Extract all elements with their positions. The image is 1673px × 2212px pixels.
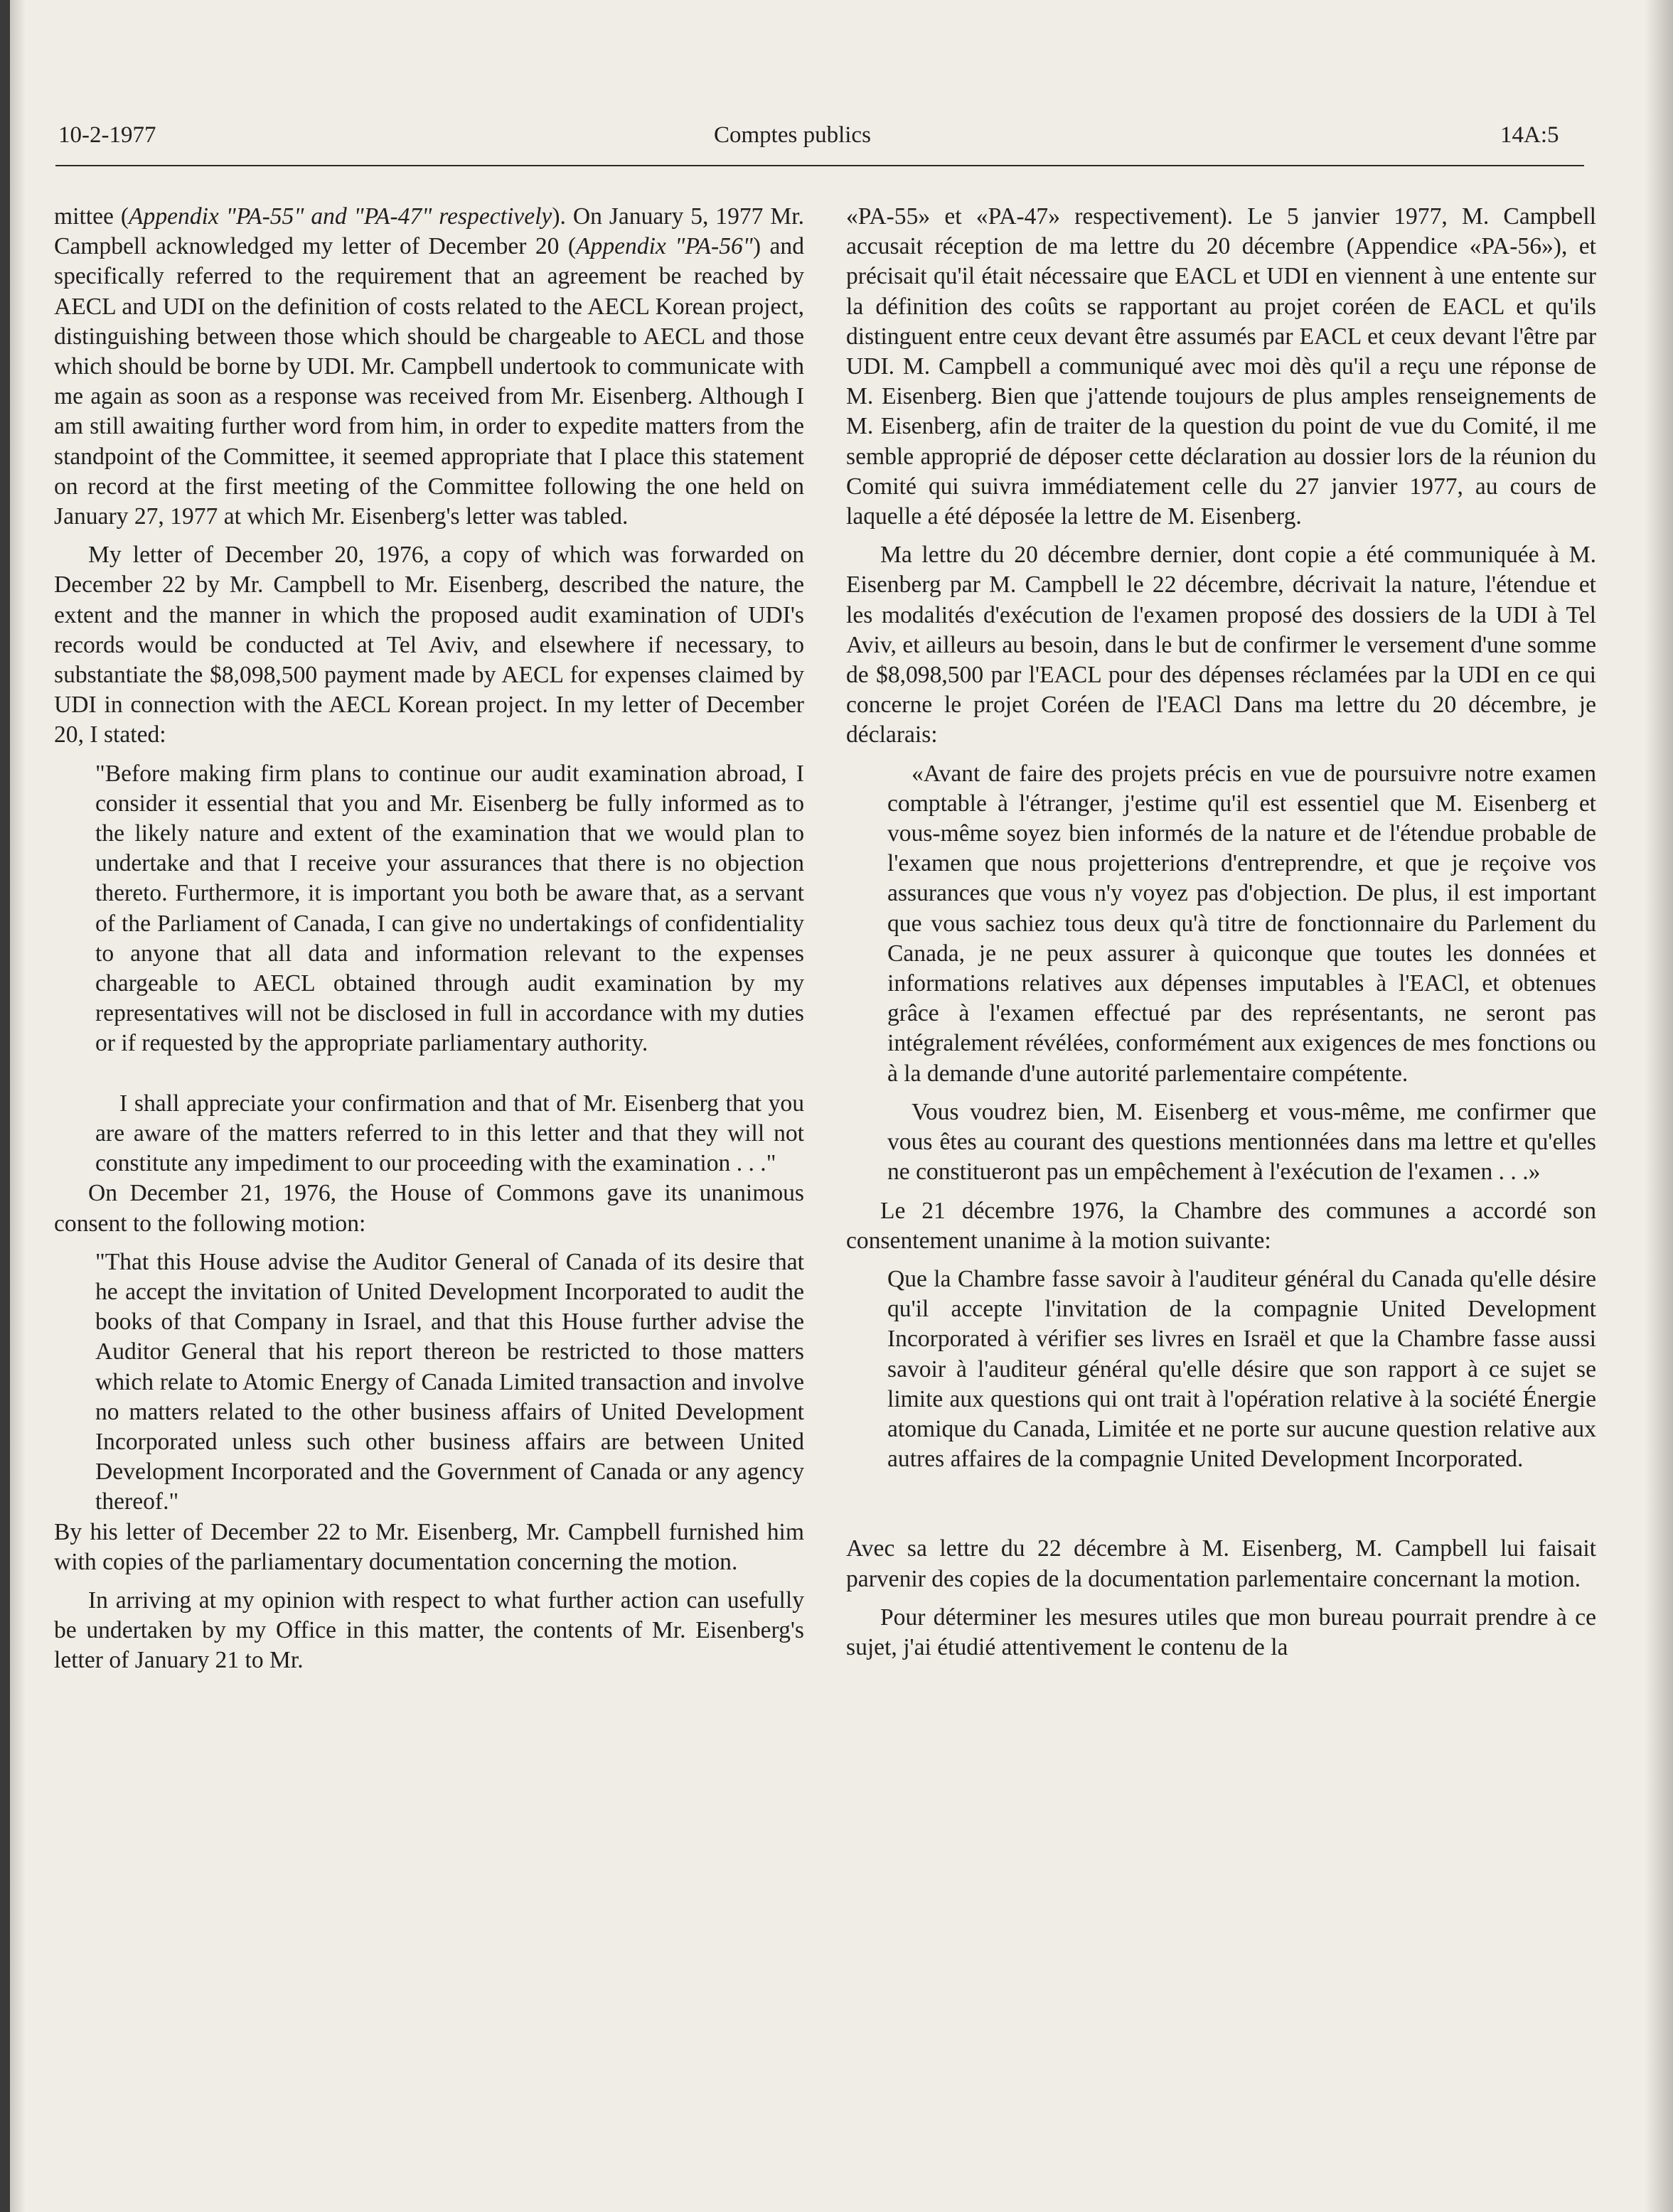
spacer <box>54 751 804 759</box>
appendix-reference: Appendix "PA-56" <box>576 233 753 260</box>
header-rule <box>55 165 1584 166</box>
paragraph-intro-fr: «PA-55» et «PA-47» respectivement). Le 5 janvier 1977, M. Campbell accusait réception de ma lettre du 20 décembre (Appendice «PA-56»), et précisait qu'il était nécessaire que EACL et UDI en viennent à une entente sur la définition des coûts se rapportant au projet coréen de EACL et qu'ils distinguent entre ceux devant être assumés par EACL et ceux devant l'être par UDI. M. Campbell a communiqué avec moi dès qu'il a reçu une réponse de M. Eisenberg. Bien que j'attende toujours de plus amples renseignements de M. Eisenberg, afin de traiter de la question du point de vue du Comité, il me semble approprié de déposer cette déclaration au dossier lors de la réunion du Comité qui suivra immédiatement celle du 27 janvier 1977, au cours de laquelle a été déposée la lettre de M. Eisenberg. <box>846 203 1596 530</box>
french-column <box>846 202 1596 1663</box>
quote-letter-closing: I shall appreciate your confirmation and that of Mr. Eisenberg that you are aware of the matters referred to in this letter and that they will not constitute any impediment to our proceeding with the examination . . ." <box>95 1090 804 1177</box>
paragraph-letter: My letter of December 20, 1976, a copy of which was forwarded on December 22 by Mr. Campbell to Mr. Eisenberg, described the nature, the extent and the manner in which the proposed audit examination of UDI's records would be conducted at Tel Aviv, and elsewhere if necessary, to substantiate the $8,098,500 payment made by AECL for expenses claimed by UDI in connection with the AECL Korean project. In my letter of December 20, I stated: <box>54 542 804 748</box>
page-binding-shadow <box>0 0 10 2212</box>
spacer <box>54 1577 804 1586</box>
paragraph-documentation: By his letter of December 22 to Mr. Eisenberg, Mr. Campbell furnished him with copies of the parliamentary documentation concerning the motion. <box>54 1518 804 1575</box>
header-title: Comptes publics <box>714 122 871 148</box>
spacer <box>846 1474 1596 1534</box>
spacer <box>54 532 804 540</box>
quote-motion: "That this House advise the Auditor General of Canada of its desire that he accept the invitation of United Development Incorporated to audit the books of that Company in Israel, and that this House further advise the Auditor General that his report thereon be restricted to those matters which relate to Atomic Energy of Canada Limited transaction and involve no matters related to the other business affairs of United Development Incorporated unless such other business affairs are between United Development Incorporated and the Government of Canada or any agency thereof." <box>95 1248 804 1515</box>
page-edge-shadow <box>1645 0 1673 2212</box>
paragraph-opinion-fr: Pour déterminer les mesures utiles que mon bureau pourrait prendre à ce sujet, j'ai étudié attentivement le contenu de la <box>846 1604 1596 1660</box>
paragraph-motion-intro: On December 21, 1976, the House of Commons gave its unanimous consent to the following motion: <box>54 1180 804 1237</box>
spacer <box>846 1089 1596 1097</box>
paragraph-intro <box>54 202 804 532</box>
spacer <box>846 751 1596 759</box>
spacer <box>846 1188 1596 1196</box>
quote-letter-fr: «Avant de faire des projets précis en vue de poursuivre notre examen comptable à l'étranger, j'estime qu'il est essentiel que M. Eisenberg et vous-même soyez bien informés de la nature et de l'étendue probable de l'examen que nous projetterions d'entreprendre, et que je reçoive vos assurances que vous n'y voyez pas d'objection. De plus, il est important que vous sachiez tous deux qu'à titre de fonctionnaire du Parlement du Canada, je ne peux assurer à quiconque que toutes les données et informations relatives aux dépenses imputables à l'EACl, et obtenues grâce à l'examen effectué par des représentants, ne seront pas intégralement révélées, conformément aux exigences de mes fonctions ou à la demande d'une autorité parlementaire compétente. <box>887 760 1596 1087</box>
spacer <box>54 1239 804 1247</box>
page-binding-gradient <box>10 0 26 2212</box>
spacer <box>54 1059 804 1089</box>
appendix-reference: Appendix "PA-55" and "PA-47" respectively <box>129 203 552 230</box>
paragraph-documentation-fr: Avec sa lettre du 22 décembre à M. Eisenberg, M. Campbell lui faisait parvenir des copies de la documentation parlementaire concernant la motion. <box>846 1535 1596 1592</box>
text-run: ). On January 5, 1977 Mr. Campbell acknowledged my letter of December 20 ( <box>54 203 804 260</box>
spacer <box>846 1594 1596 1603</box>
paragraph-motion-intro-fr: Le 21 décembre 1976, la Chambre des communes a accordé son consentement unanime à la motion suivante: <box>846 1197 1596 1254</box>
english-column <box>54 202 804 1676</box>
header-page-number: 14A:5 <box>1500 122 1559 148</box>
quote-letter: "Before making firm plans to continue our audit examination abroad, I consider it essential that you and Mr. Eisenberg be fully informed as to the likely nature and extent of the examination that we would plan to undertake and that I receive your assurances that there is no objection thereto. Furthermore, it is important you both be aware that, as a servant of the Parliament of Canada, I can give no undertakings of confidentiality to anyone that all data and information relevant to the expenses chargeable to AECL obtained through audit examination by my representatives will not be disclosed in full in accordance with my duties or if requested by the appropriate parliamentary authority. <box>95 760 804 1057</box>
header-date: 10-2-1977 <box>58 122 156 148</box>
spacer <box>846 1256 1596 1265</box>
paragraph-opinion: In arriving at my opinion with respect to what further action can usefully be undertaken by my Office in this matter, the contents of Mr. Eisenberg's letter of January 21 to Mr. <box>54 1586 804 1674</box>
quote-letter-closing-fr: Vous voudrez bien, M. Eisenberg et vous-même, me confirmer que vous êtes au courant des questions mentionnées dans ma lettre et qu'elles ne constitueront pas un empêchement à l'exécution de l'examen . . .» <box>887 1098 1596 1186</box>
text-run: mittee ( <box>54 203 129 230</box>
paragraph-letter-fr: Ma lettre du 20 décembre dernier, dont copie a été communiquée à M. Eisenberg par M. Campbell le 22 décembre, décrivait la nature, l'étendue et les modalités d'exécution de l'examen proposé des dossiers de la UDI à Tel Aviv, et ailleurs au besoin, dans le but de confirmer le versement d'une somme de $8,098,500 par l'EACL pour des dépenses réclamées par la UDI en ce qui concerne le projet Coréen de l'EACl Dans ma lettre du 20 décembre, je déclarais: <box>846 542 1596 748</box>
text-run: ) and specifically referred to the requirement that an agreement be reached by AECL and UDI on the definition of costs related to the AECL Korean project, distinguishing between those which should be chargeable to AECL and those which should be borne by UDI. Mr. Campbell undertook to communicate with me again as soon as a response was received from Mr. Eisenberg. Although I am still awaiting further word from him, in order to expedite matters from the standpoint of the Committee, it seemed appropriate that I place this statement on record at the first meeting of the Committee following the one held on January 27, 1977 at which Mr. Eisenberg's letter was tabled. <box>54 233 804 530</box>
spacer <box>846 532 1596 540</box>
quote-motion-fr: Que la Chambre fasse savoir à l'auditeur général du Canada qu'elle désire qu'il accepte l'invitation de la compagnie United Development Incorporated à vérifier ses livres en Israël et que la Chambre fasse aussi savoir à l'auditeur général qu'elle désire que son rapport à ce sujet se limite aux questions qui ont trait à l'opération relative à la société Énergie atomique du Canada, Limitée et ne porte sur aucune question relative aux autres affaires de la compagnie United Development Incorporated. <box>887 1265 1596 1473</box>
